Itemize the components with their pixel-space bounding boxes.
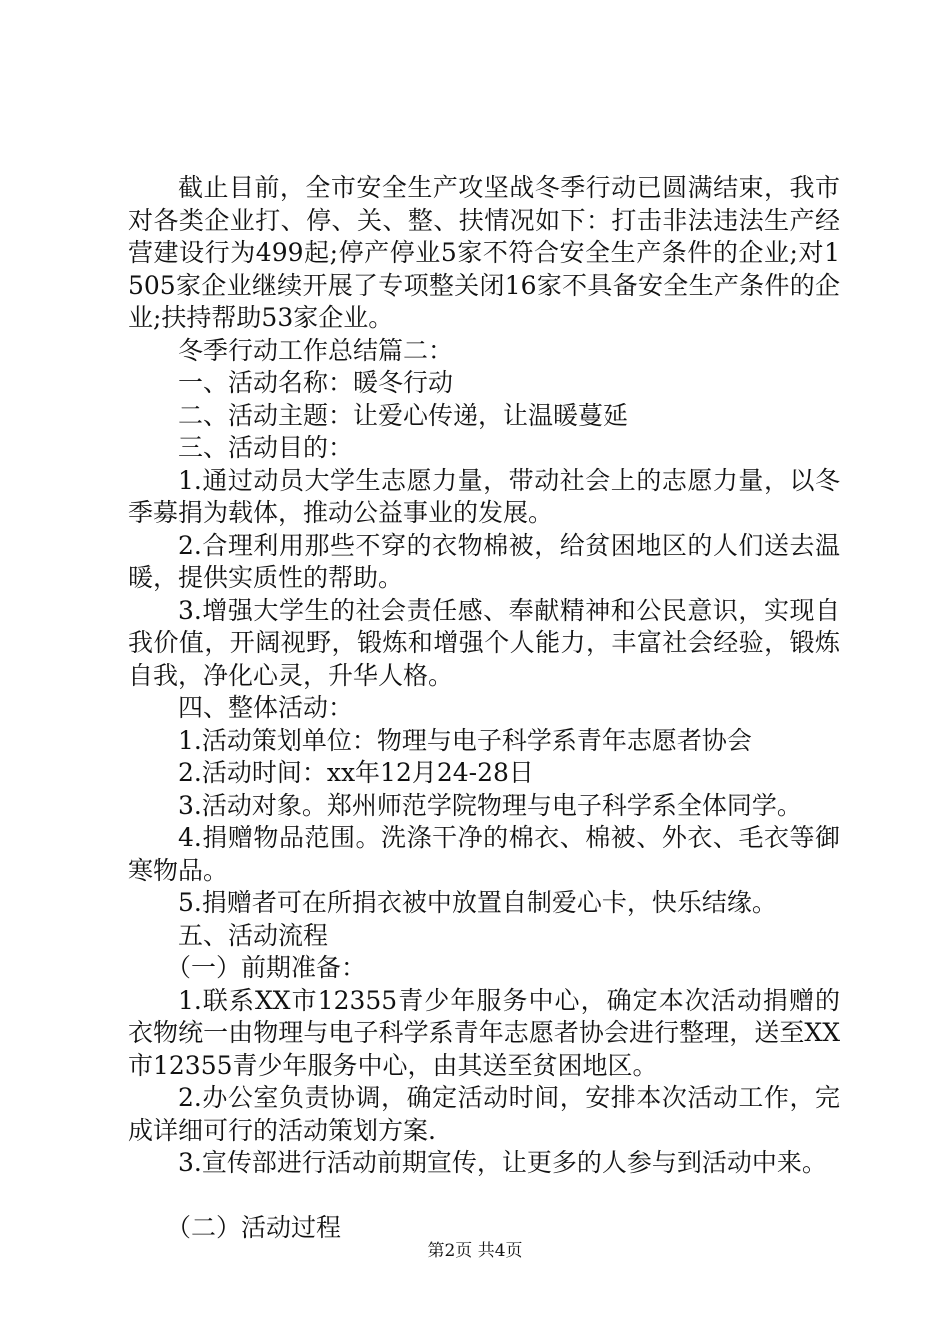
- preparation-item-1: 1.联系XX市12355青少年服务中心，确定本次活动捐赠的衣物统一由物理与电子科学系青年志愿者协会进行整理，送至XX市12355青少年服务中心，由其送至贫困地区。: [128, 985, 840, 1080]
- overall-item-3: 3.活动对象。郑州师范学院物理与电子科学系全体同学。: [178, 790, 802, 820]
- section-heading: 冬季行动工作总结篇二：: [178, 335, 454, 365]
- purpose-item-1: 1.通过动员大学生志愿力量，带动社会上的志愿力量，以冬季募捐为载体，推动公益事业的发展。: [128, 465, 840, 527]
- overall-item-5: 5.捐赠者可在所捐衣被中放置自制爱心卡，快乐结缘。: [178, 888, 777, 917]
- process-heading: 五、活动流程: [178, 920, 329, 950]
- activity-process-heading: （二）活动过程: [166, 1212, 342, 1242]
- preparation-item-2: 2.办公室负责协调，确定活动时间，安排本次活动工作，完成详细可行的活动策划方案.: [128, 1083, 840, 1145]
- activity-name: 一、活动名称：暖冬行动: [178, 368, 454, 397]
- document-body: [128, 172, 840, 1244]
- purpose-item-3: 3.增强大学生的社会责任感、奉献精神和公民意识，实现自我价值，开阔视野，锻炼和增强个人能力，丰富社会经验，锻炼自我，净化心灵，升华人格。: [128, 595, 840, 690]
- preparation-heading: （一）前期准备：: [166, 953, 367, 982]
- overall-item-4: 4.捐赠物品范围。洗涤干净的棉衣、棉被、外衣、毛衣等御寒物品。: [128, 823, 840, 885]
- purpose-item-2: 2.合理利用那些不穿的衣物棉被，给贫困地区的人们送去温暖，提供实质性的帮助。: [128, 530, 840, 592]
- page-footer: 第2页 共4页: [427, 1241, 523, 1261]
- paragraph-intro: 截止目前，全市安全生产攻坚战冬季行动已圆满结束，我市对各类企业打、停、关、整、扶情况如下：打击非法违法生产经营建设行为499起;停产停业5家不符合安全生产条件的企业;对1505家企业继续开展了专项整关闭16家不具备安全生产条件的企业;扶持帮助53家企业。: [128, 173, 840, 332]
- preparation-item-3: 3.宣传部进行活动前期宣传，让更多的人参与到活动中来。: [178, 1148, 827, 1177]
- overall-item-2: 2.活动时间：xx年12月24-28日: [178, 758, 534, 787]
- activity-purpose-heading: 三、活动目的：: [178, 433, 354, 462]
- overall-activity-heading: 四、整体活动：: [178, 693, 354, 722]
- activity-theme: 二、活动主题：让爱心传递，让温暖蔓延: [178, 400, 629, 430]
- overall-item-1: 1.活动策划单位：物理与电子科学系青年志愿者协会: [178, 725, 752, 755]
